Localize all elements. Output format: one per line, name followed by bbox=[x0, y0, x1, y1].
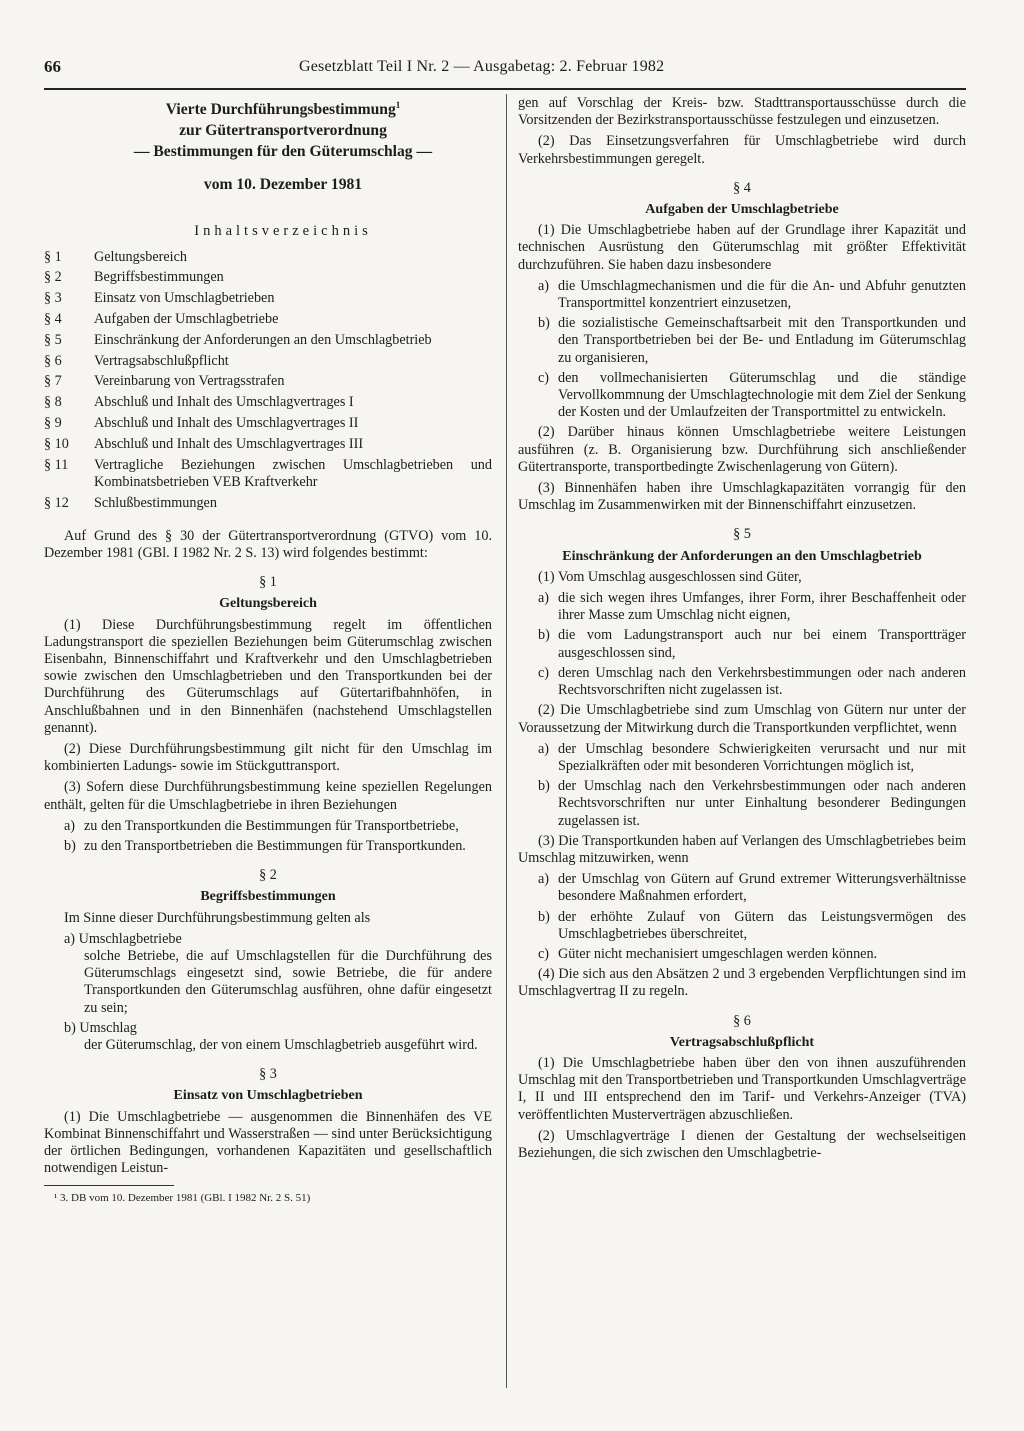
section-1-para-1: (1) Diese Durchführungsbestimmung regelt im öffentlichen Ladungstransport die speziellen Beziehungen beim Güterumschlag zwischen Eisenbahn, Binnenschiffahrt und Kraftverkehr und den Umschlagbetrieben sowie zwischen den Umschlagbetrieben und den Transportkunden bei der Durchführung des Güterumschlags auf Gütertarifbahnhöfen, in Anschlußbahnen und in den Binnenhäfen (nachstehend Umschlagstellen genannt). bbox=[44, 616, 492, 736]
section-5-para-2: (2) Die Umschlagbetriebe sind zum Umschlag von Gütern nur unter der Voraussetzung der Mitwirkung durch die Transportkunden verpflichtet, wenn bbox=[518, 702, 966, 736]
section-2-number: § 2 bbox=[259, 867, 277, 884]
toc-item bbox=[44, 373, 492, 390]
right-column bbox=[518, 95, 966, 1166]
section-5-3-item-c: c) Güter nicht mechanisiert umgeschlagen werden können. bbox=[538, 945, 878, 962]
section-1-para-3: (3) Sofern diese Durchführungsbestimmung keine speziellen Regelungen enthält, gelten für die Umschlagbetriebe in ihren Beziehungen bbox=[44, 779, 492, 813]
left-column bbox=[44, 95, 492, 1208]
doc-date: vom 10. Dezember 1981 bbox=[203, 176, 363, 194]
section-3-para-2: (2) Das Einsetzungsverfahren für Umschlagbetriebe wird durch Verkehrsbestimmungen geregelt. bbox=[518, 133, 966, 167]
toc-item-label: Abschluß und Inhalt des Umschlagvertrages II bbox=[94, 414, 359, 431]
toc-item bbox=[44, 436, 492, 453]
toc-item-label: Einsatz von Umschlagbetrieben bbox=[94, 290, 275, 307]
section-1-item-a: a) zu den Transportkunden die Bestimmungen für Transportbetriebe, bbox=[64, 817, 459, 834]
section-5-para-1: (1) Vom Umschlag ausgeschlossen sind Güter, bbox=[538, 568, 802, 585]
section-5-para-4: (4) Die sich aus den Absätzen 2 und 3 ergebenden Verpflichtungen sind im Umschlagvertrag II zu regeln. bbox=[518, 966, 966, 1000]
toc-item-label: Schlußbestimmungen bbox=[94, 494, 217, 511]
toc-item bbox=[44, 353, 492, 370]
toc-item-label: Begriffsbestimmungen bbox=[94, 269, 224, 286]
toc-item-number: § 2 bbox=[44, 269, 62, 286]
section-4-para-3: (3) Binnenhäfen haben ihre Umschlagkapazitäten vorrangig für den Umschlag im Zusammenwirken mit der Binnenschiffahrt einzusetzen. bbox=[518, 480, 966, 514]
toc-item-label: Vertragliche Beziehungen zwischen Umschlagbetrieben und Kombinatsbetrieben VEB Kraftverkehr bbox=[94, 456, 492, 490]
toc-item bbox=[44, 394, 492, 411]
toc-item-label: Abschluß und Inhalt des Umschlagvertrages III bbox=[94, 435, 364, 452]
section-6-para-2: (2) Umschlagverträge I dienen der Gestaltung der wechselseitigen Beziehungen, die sich zwischen den Umschlagbetrie- bbox=[518, 1127, 966, 1161]
footnote-rule bbox=[44, 1185, 174, 1186]
section-2-def-a: solche Betriebe, die auf Umschlagstellen für die Durchführung des Güterumschlags eingesetzt sind, sowie Betriebe, die für andere Transportkunden den Güterumschlag ausführen, ohne dafür eingesetzt zu sein; bbox=[84, 948, 492, 1016]
toc-item-number: § 7 bbox=[44, 373, 62, 390]
table-of-contents bbox=[44, 249, 492, 512]
section-6-para-1: (1) Die Umschlagbetriebe haben über den von ihnen auszuführenden Umschlag mit den Transportbetrieben und Transportkunden Umschlagverträge I, II und III entsprechend den im Tarif- und Verkehrs-Anzeiger (TVA) veröffentlichten Musterverträgen abzuschließen. bbox=[518, 1054, 966, 1123]
section-5-1-item-a: a) die sich wegen ihres Umfanges, ihrer Form, ihrer Beschaffenheit oder ihrer Masse zum Umschlag nicht eignen, bbox=[538, 590, 966, 624]
toc-item bbox=[44, 269, 492, 286]
header-rule bbox=[44, 88, 966, 90]
toc-item-label: Geltungsbereich bbox=[94, 248, 187, 265]
toc-item bbox=[44, 415, 492, 432]
footnote-marker: 1 bbox=[395, 100, 401, 110]
page-number: 66 bbox=[44, 57, 61, 76]
section-4-para-1: (1) Die Umschlagbetriebe haben auf der Grundlage ihrer Kapazität und technischen Ausrüstung den Güterumschlag mit größter Effektivität durchzuführen. Sie haben dazu insbesondere bbox=[518, 222, 966, 273]
toc-item-label: Vereinbarung von Vertragsstrafen bbox=[94, 373, 285, 390]
section-1-number: § 1 bbox=[259, 574, 277, 591]
section-5-3-item-b: b) der erhöhte Zulauf von Gütern das Leistungsvermögen des Umschlagbetriebes überschreitet, bbox=[538, 908, 966, 942]
toc-item-number: § 6 bbox=[44, 352, 62, 369]
doc-title-line1: Vierte Durchführungsbestimmung bbox=[165, 101, 396, 119]
section-4-title: Aufgaben der Umschlagbetriebe bbox=[645, 202, 839, 218]
toc-item-number: § 3 bbox=[44, 290, 62, 307]
section-2-intro: Im Sinne dieser Durchführungsbestimmung gelten als bbox=[64, 909, 371, 926]
toc-item bbox=[44, 311, 492, 328]
section-4-item-a: a) die Umschlagmechanismen und die für die An- und Abfuhr genutzten Transportmittel konzentriert einzusetzen, bbox=[538, 277, 966, 312]
toc-item-number: § 12 bbox=[44, 494, 69, 511]
toc-item-number: § 9 bbox=[44, 414, 62, 431]
section-6-title: Vertragsabschlußpflicht bbox=[669, 1034, 815, 1050]
section-1-item-b: b) zu den Transportbetrieben die Bestimmungen für Transportkunden. bbox=[64, 838, 466, 855]
section-5-1-item-b: b) die vom Ladungstransport auch nur bei einem Transportträger ausgeschlossen sind, bbox=[538, 627, 966, 661]
toc-item-number: § 4 bbox=[44, 310, 62, 327]
toc-item-label: Abschluß und Inhalt des Umschlagvertrages I bbox=[94, 394, 354, 411]
section-6-number: § 6 bbox=[733, 1012, 751, 1029]
toc-item bbox=[44, 457, 492, 491]
section-1-para-2: (2) Diese Durchführungsbestimmung gilt nicht für den Umschlag im kombinierten Ladungs- sowie im Stückguttransport. bbox=[44, 741, 492, 775]
intro-paragraph: Auf Grund des § 30 der Gütertransportverordnung (GTVO) vom 10. Dezember 1981 (GBl. I 1982 Nr. 2 S. 13) wird folgendes bestimmt: bbox=[44, 527, 492, 561]
section-3-para-1: (1) Die Umschlagbetriebe — ausgenommen die Binnenhäfen des VE Kombinat Binnenschiffahrt und Wasserstraßen — sind unter Berücksichtigung der örtlichen Bedingungen, vorhandenen Kapazitäten und gesellschaftlich notwendigen Leistun- bbox=[44, 1108, 492, 1177]
toc-item-label: Aufgaben der Umschlagbetriebe bbox=[94, 310, 279, 327]
doc-title bbox=[74, 95, 492, 162]
column-divider bbox=[506, 94, 507, 1388]
toc-item-number: § 10 bbox=[44, 435, 69, 452]
section-5-number: § 5 bbox=[733, 526, 751, 543]
section-3-title: Einsatz von Umschlagbetrieben bbox=[173, 1088, 363, 1104]
section-4-item-b: b) die sozialistische Gemeinschaftsarbeit mit den Transportkunden und den Transportbetrieben bei der Be- und Entladung im Güterumschlag zu organisieren, bbox=[538, 315, 966, 366]
section-4-number: § 4 bbox=[733, 179, 751, 196]
section-5-title: Einschränkung der Anforderungen an den Umschlagbetrieb bbox=[562, 548, 922, 564]
section-5-2-item-b: b) der Umschlag nach den Verkehrsbestimmungen oder nach anderen Rechtsvorschriften nur unter Einhaltung besonderer Bedingungen zugelassen ist. bbox=[538, 778, 966, 829]
section-3-number: § 3 bbox=[259, 1066, 277, 1083]
toc-item-number: § 11 bbox=[44, 456, 69, 473]
section-2-def-b: der Güterumschlag, der von einem Umschlagbetrieb ausgeführt wird. bbox=[84, 1037, 478, 1054]
doc-title-line3: — Bestimmungen für den Güterumschlag — bbox=[133, 143, 433, 161]
section-2-title: Begriffsbestimmungen bbox=[200, 889, 336, 905]
toc-item bbox=[44, 290, 492, 307]
section-5-3-item-a: a) der Umschlag von Gütern auf Grund extremer Witterungsverhältnisse besondere Maßnahmen erfordert, bbox=[538, 871, 966, 905]
section-4-item-c: c) den vollmechanisierten Güterumschlag und die ständige Vervollkommnung der Umschlagtechnologie mit dem Ziel der Senkung der Kosten und der Umlaufzeiten der Transportmittel zu entwickeln. bbox=[538, 369, 966, 421]
doc-title-line2: zur Gütertransportverordnung bbox=[179, 122, 387, 140]
section-2-term-b: b) Umschlag bbox=[64, 1019, 137, 1036]
section-5-2-item-a: a) der Umschlag besondere Schwierigkeiten verursacht und nur mit Spezialkräften oder mit besonderen Vorrichtungen möglich ist, bbox=[538, 740, 966, 774]
footnote: ¹ 3. DB vom 10. Dezember 1981 (GBl. I 1982 Nr. 2 S. 51) bbox=[54, 1192, 311, 1205]
toc-heading: Inhaltsverzeichnis bbox=[194, 223, 372, 240]
section-2-term-a: a) Umschlagbetriebe bbox=[64, 930, 182, 947]
gazette-header-title: Gesetzblatt Teil I Nr. 2 — Ausgabetag: 2. Februar 1982 bbox=[299, 58, 665, 75]
section-5-para-3: (3) Die Transportkunden haben auf Verlangen des Umschlagbetriebes beim Umschlag mitzuwirken, wenn bbox=[518, 832, 966, 866]
section-5-1-item-c: c) deren Umschlag nach den Verkehrsbestimmungen oder nach anderen Rechtsvorschriften nicht zugelassen ist. bbox=[538, 664, 966, 699]
toc-item-number: § 5 bbox=[44, 331, 62, 348]
section-4-para-2: (2) Darüber hinaus können Umschlagbetriebe weitere Leistungen ausführen (z. B. Organisierung bzw. Durchführung sich anschließender Gütertransporte, transportbedingte Zwischenlagerung von Gütern). bbox=[518, 424, 966, 475]
toc-item-label: Vertragsabschlußpflicht bbox=[94, 352, 229, 369]
toc-item bbox=[44, 249, 492, 266]
toc-item-number: § 1 bbox=[44, 248, 62, 265]
toc-item-label: Einschränkung der Anforderungen an den Umschlagbetrieb bbox=[94, 331, 432, 348]
page-header bbox=[44, 58, 984, 80]
toc-item bbox=[44, 332, 492, 349]
section-1-title: Geltungsbereich bbox=[219, 596, 317, 612]
toc-item bbox=[44, 495, 492, 512]
toc-item-number: § 8 bbox=[44, 394, 62, 411]
section-3-para-1-continued: gen auf Vorschlag der Kreis- bzw. Stadttransportausschüsse durch die Vorsitzenden der Bezirkstransportausschüsse festzulegen und einzusetzen. bbox=[518, 95, 966, 129]
